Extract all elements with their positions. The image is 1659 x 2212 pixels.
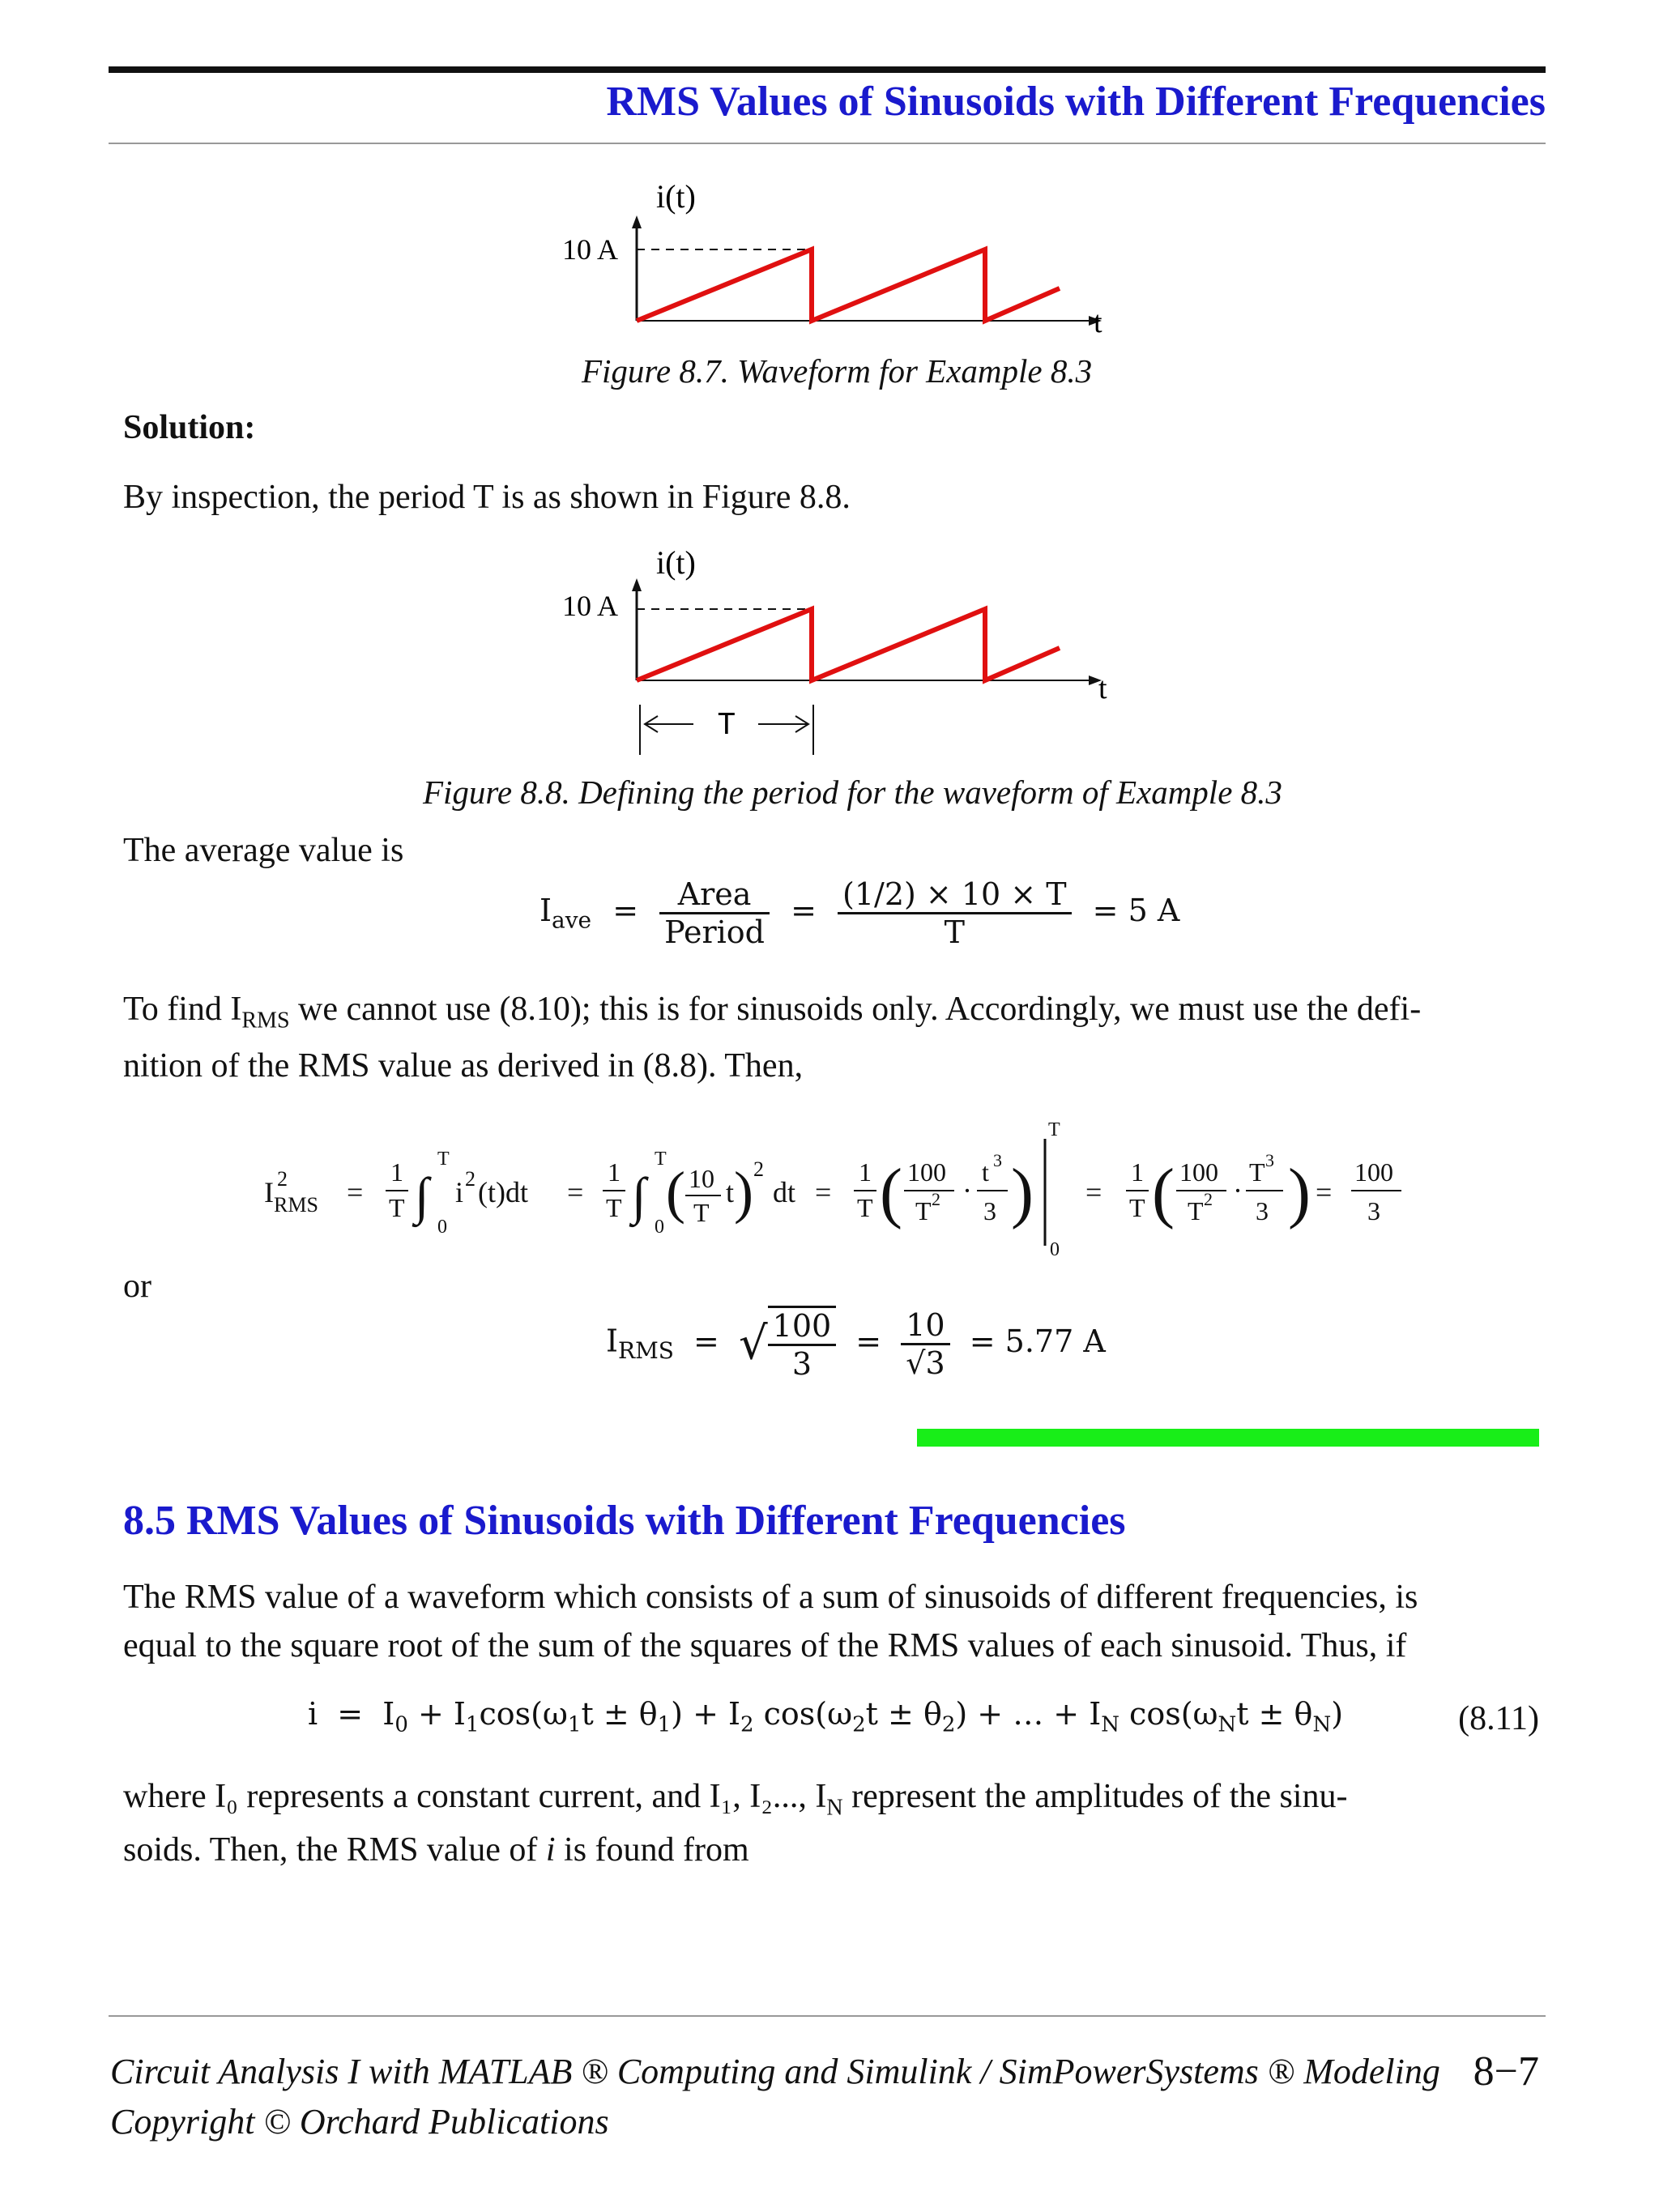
section-para1-line1: The RMS value of a waveform which consists of a sum of sinusoids of different frequencies, is [123, 1579, 1418, 1616]
rms-result-lhs-sub: RMS [618, 1337, 674, 1365]
rms-result-frac-den: √3 [906, 1345, 945, 1381]
average-frac2-num: (1/2) × 10 × T [838, 876, 1072, 914]
figure1-x-label: t [1094, 305, 1102, 339]
running-title: RMS Values of Sinusoids with Different Frequencies [606, 79, 1546, 125]
svg-text:1: 1 [608, 1157, 621, 1187]
figure1-sawtooth-line [637, 249, 1060, 321]
svg-text:2: 2 [932, 1189, 940, 1209]
svg-text:3: 3 [993, 1150, 1002, 1170]
svg-text:0: 0 [655, 1217, 664, 1238]
figure2-period-label: T [718, 708, 736, 741]
figure-8-8-waveform [535, 544, 1118, 771]
rms-result-equation: $I_{RMS}$ = √ $\frac{100}{3}$ = $\frac{10}{√3}$ = 5.77 A [606, 1306, 1106, 1382]
svg-text:·: · [1233, 1174, 1243, 1207]
svg-text:T: T [857, 1193, 873, 1222]
svg-text:): ) [1288, 1155, 1311, 1230]
section-title: 8.5 RMS Values of Sinusoids with Different Frequencies [123, 1498, 1126, 1544]
svg-text:3: 3 [1367, 1196, 1380, 1225]
svg-text:10: 10 [689, 1164, 714, 1193]
rms-integral-equation [243, 1111, 1426, 1273]
average-lhs-sub: ave [552, 906, 592, 934]
svg-text:∫: ∫ [415, 1167, 429, 1225]
section-para2-line2-a: soids. Then, the RMS value of [123, 1831, 546, 1869]
sqrt-symbol: √ [738, 1317, 768, 1370]
green-highlight-bar [917, 1429, 1539, 1447]
svg-text:2: 2 [465, 1167, 476, 1191]
svg-text:): ) [734, 1160, 753, 1225]
svg-text:2: 2 [1204, 1189, 1213, 1209]
svg-text:T: T [693, 1198, 710, 1227]
svg-text:T: T [606, 1193, 622, 1222]
header-rule-thin [109, 143, 1546, 144]
svg-text:100: 100 [1354, 1157, 1393, 1187]
figure2-level-label: 10 A [562, 590, 619, 622]
average-intro: The average value is [123, 832, 404, 869]
average-frac1-den: Period [664, 914, 766, 950]
equation-number: (8.11) [1458, 1700, 1539, 1737]
section-para2-line2-b: is found from [555, 1831, 749, 1869]
svg-text:): ) [1011, 1155, 1034, 1230]
svg-text:(: ( [1152, 1155, 1175, 1230]
svg-text:I: I [264, 1176, 274, 1208]
average-frac1-num: Area [659, 876, 770, 914]
svg-text:=: = [567, 1176, 584, 1208]
rms-result-frac [901, 1307, 949, 1381]
svg-text:0: 0 [1050, 1239, 1060, 1260]
average-lhs: I [539, 893, 552, 928]
svg-text:T: T [1129, 1193, 1145, 1222]
svg-text:1: 1 [859, 1157, 872, 1187]
average-result: = 5 A [1092, 893, 1180, 928]
average-frac-value [838, 876, 1072, 950]
figure1-caption: Figure 8.7. Waveform for Example 8.3 [582, 352, 1093, 390]
svg-text:T: T [437, 1149, 450, 1170]
rms-result-lhs: I [606, 1323, 619, 1359]
svg-text:100: 100 [1179, 1157, 1218, 1187]
svg-text:dt: dt [773, 1176, 796, 1208]
figure1-y-arrow [632, 215, 642, 228]
header-rule-thick [109, 66, 1546, 73]
average-frac-area [659, 876, 770, 950]
svg-text:1: 1 [390, 1157, 403, 1187]
svg-text:(: ( [880, 1155, 902, 1230]
section-para2-line1-a: where I₀ represents a constant current, and I₁, I₂..., I [123, 1778, 827, 1815]
svg-text:T: T [655, 1149, 667, 1170]
svg-text:(t)dt: (t)dt [478, 1176, 528, 1208]
svg-text:2: 2 [277, 1167, 288, 1191]
svg-text:t: t [982, 1157, 989, 1187]
section-para2-line1-rest: represent the amplitudes of the sinu- [842, 1778, 1348, 1815]
rms-result-sqrt-den: 3 [791, 1346, 812, 1382]
svg-text:2: 2 [753, 1157, 764, 1181]
solution-intro: By inspection, the period T is as shown in Figure 8.8. [123, 479, 851, 516]
figure2-y-label: i(t) [656, 544, 696, 581]
rms-result-value: = 5.77 A [969, 1323, 1106, 1359]
footer-line1: Circuit Analysis I with MATLAB ® Computing and Simulink / SimPowerSystems ® Modeling [110, 2052, 1440, 2091]
rms-text-line2: nition of the RMS value as derived in (8.8). Then, [123, 1047, 804, 1085]
svg-text:3: 3 [1256, 1196, 1269, 1225]
svg-text:∫: ∫ [632, 1167, 646, 1225]
figure1-level-label: 10 A [562, 233, 619, 266]
svg-text:=: = [1316, 1176, 1333, 1208]
figure1-y-label: i(t) [656, 178, 696, 215]
svg-text:RMS: RMS [274, 1193, 318, 1217]
figure2-x-label: t [1098, 671, 1107, 705]
svg-text:T: T [1249, 1157, 1265, 1187]
section-para1-line2: equal to the square root of the sum of the squares of the RMS values of each sinusoid. Thus, if [123, 1627, 1407, 1664]
solution-heading: Solution: [123, 409, 256, 446]
svg-text:100: 100 [907, 1157, 946, 1187]
page-number: 8−7 [1473, 2048, 1539, 2095]
rms-result-sqrt-num: 100 [768, 1308, 837, 1346]
svg-text:i: i [455, 1176, 464, 1208]
figure-8-7-waveform [535, 178, 1118, 356]
section-para2-line2 [123, 1822, 749, 1877]
svg-text:·: · [962, 1174, 972, 1207]
section-para2-line2-i: i [545, 1831, 556, 1869]
svg-text:1: 1 [1131, 1157, 1144, 1187]
svg-text:T: T [1188, 1196, 1204, 1225]
figure2-caption: Figure 8.8. Defining the period for the waveform of Example 8.3 [423, 774, 1282, 811]
svg-text:=: = [1085, 1176, 1102, 1208]
footer-rule [109, 2015, 1546, 2017]
svg-text:(: ( [666, 1160, 685, 1225]
figure2-sawtooth-line [637, 609, 1060, 680]
svg-text:T: T [1048, 1119, 1060, 1140]
equation-8-11: $i = I_0 + I_1\cos(\omega_1t \pm \theta_1) + I_2$ $\cos(\omega_2t \pm \theta_2)$ + … + $I_N$ $\cos(\omega_Nt \pm \theta_N)$ [308, 1696, 1344, 1737]
svg-text:T: T [389, 1193, 405, 1222]
svg-text:t: t [726, 1176, 735, 1208]
svg-text:=: = [815, 1176, 832, 1208]
section-para2-line1-sub: N [826, 1795, 843, 1821]
average-frac2-den: T [944, 914, 965, 950]
svg-text:3: 3 [1265, 1150, 1274, 1170]
rms-text-line1-rest: we cannot use (8.10); this is for sinusoids only. Accordingly, we must use the defi- [289, 991, 1422, 1028]
svg-text:0: 0 [437, 1217, 447, 1238]
svg-text:T: T [915, 1196, 932, 1225]
footer-line2: Copyright © Orchard Publications [110, 2102, 609, 2142]
svg-text:3: 3 [983, 1196, 996, 1225]
figure2-y-arrow [632, 578, 642, 591]
rms-result-frac-num: 10 [901, 1307, 949, 1345]
rms-text-line1-a: To find I [123, 991, 242, 1028]
rms-text-line1-sub: RMS [241, 1008, 290, 1034]
rms-result-sqrt-frac [768, 1306, 837, 1382]
svg-text:=: = [347, 1176, 364, 1208]
average-equation: $I_{ave}$ = $\frac{\text{Area}}{\text{Period}}$ = $\frac{(1/2) \times 10 \times T}{T}$ = 5 A [539, 876, 1180, 950]
or-label: or [123, 1268, 151, 1305]
